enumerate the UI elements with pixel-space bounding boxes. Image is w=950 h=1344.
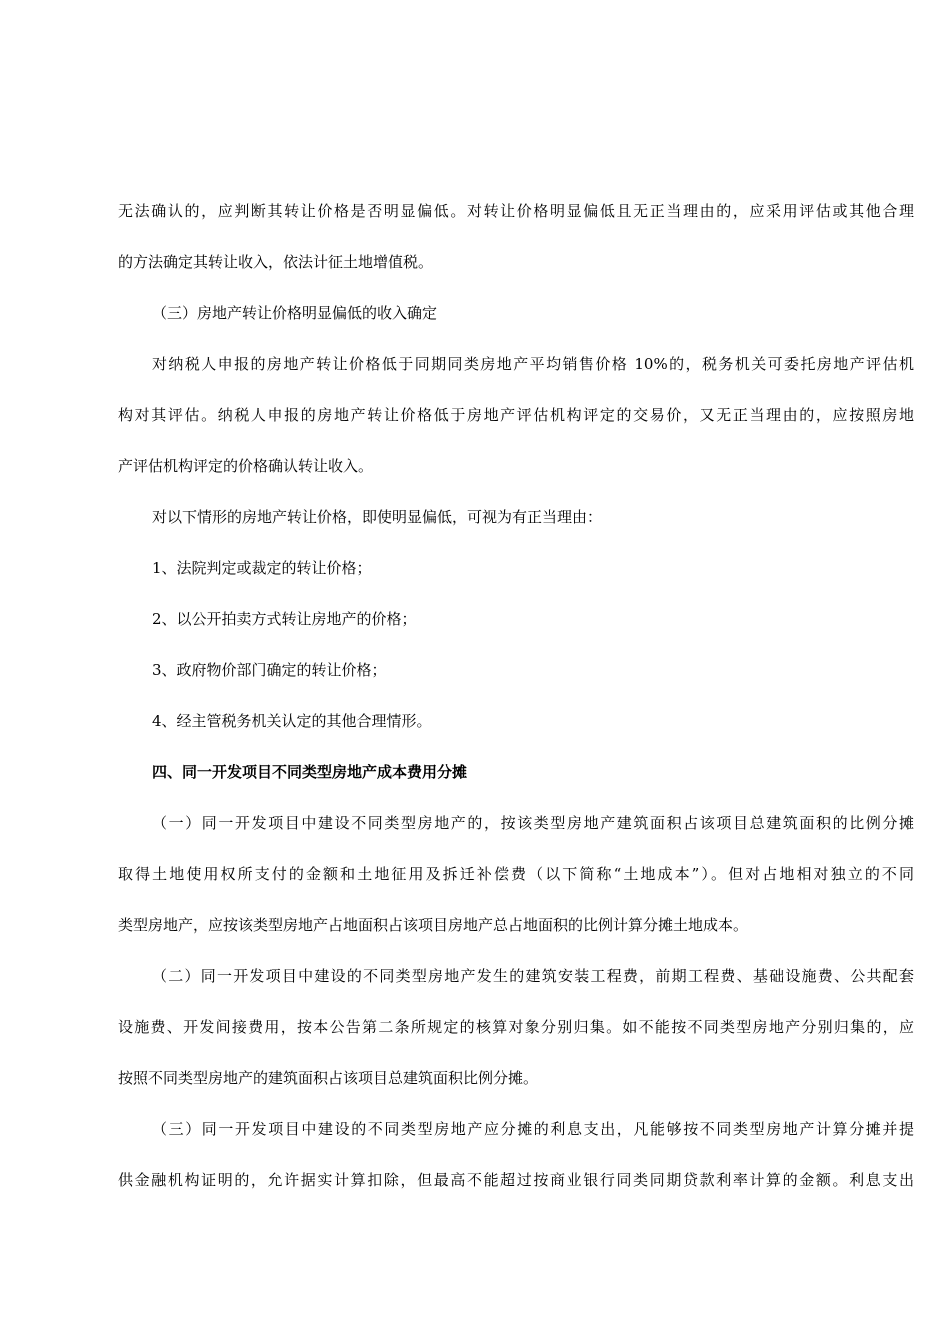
text-line: （一）同一开发项目中建设不同类型房地产的，按该类型房地产建筑面积占该项目总建筑面积的比例分摊: [152, 814, 914, 832]
text-line: 的方法确定其转让收入，依法计征土地增值税。: [118, 253, 434, 271]
list-item: 4、经主管税务机关认定的其他合理情形。: [152, 712, 432, 730]
text-line: 无法确认的，应判断其转让价格是否明显偏低。对转让价格明显偏低且无正当理由的，应采用评估或其他合理: [118, 202, 914, 220]
text-line: 类型房地产，应按该类型房地产占地面积占该项目房地产总占地面积的比例计算分摊土地成本。: [118, 916, 749, 934]
text-line: 对以下情形的房地产转让价格，即使明显偏低，可视为有正当理由：: [152, 508, 603, 526]
list-item: 1、法院判定或裁定的转让价格；: [152, 559, 372, 577]
text-line: 取得土地使用权所支付的金额和土地征用及拆迁补偿费（以下简称“土地成本”）。但对占地相对独立的不同: [118, 865, 914, 883]
section-heading: 四、同一开发项目不同类型房地产成本费用分摊: [152, 763, 468, 781]
subsection-heading: （三）房地产转让价格明显偏低的收入确定: [152, 304, 438, 322]
text-line: 产评估机构评定的价格确认转让收入。: [118, 457, 374, 475]
list-item: 2、以公开拍卖方式转让房地产的价格；: [152, 610, 417, 628]
text-line: 按照不同类型房地产的建筑面积占该项目总建筑面积比例分摊。: [118, 1069, 539, 1087]
text-line: （三）同一开发项目中建设的不同类型房地产应分摊的利息支出，凡能够按不同类型房地产计算分摊并提: [152, 1120, 914, 1138]
text-line: 对纳税人申报的房地产转让价格低于同期同类房地产平均销售价格 10%的，税务机关可委托房地产评估机: [152, 355, 914, 373]
text-line: 设施费、开发间接费用，按本公告第二条所规定的核算对象分别归集。如不能按不同类型房地产分别归集的，应: [118, 1018, 914, 1036]
text-line: （二）同一开发项目中建设的不同类型房地产发生的建筑安装工程费，前期工程费、基础设施费、公共配套: [152, 967, 914, 985]
text-line: 构对其评估。纳税人申报的房地产转让价格低于房地产评估机构评定的交易价，又无正当理由的，应按照房地: [118, 406, 914, 424]
list-item: 3、政府物价部门确定的转让价格；: [152, 661, 387, 679]
document-body: [118, 186, 914, 1206]
text-line: 供金融机构证明的，允许据实计算扣除，但最高不能超过按商业银行同类同期贷款利率计算的金额。利息支出: [118, 1171, 914, 1189]
